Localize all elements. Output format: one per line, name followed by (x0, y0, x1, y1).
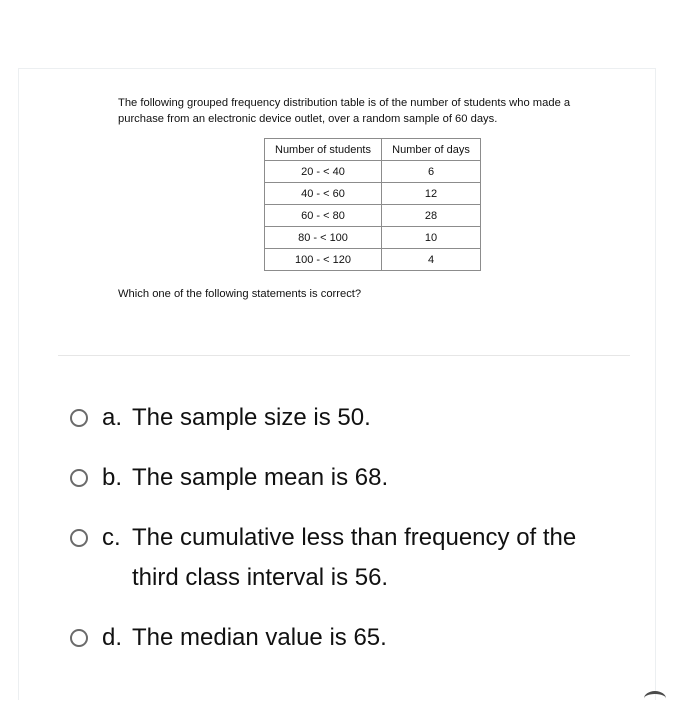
table-cell-class: 100 - < 120 (265, 249, 382, 271)
option-text: The sample mean is 68. (132, 464, 389, 491)
table-row (265, 227, 481, 249)
table-cell-class: 20 - < 40 (265, 161, 382, 183)
section-divider (58, 355, 630, 356)
table-row (265, 161, 481, 183)
option-text: The median value is 65. (132, 624, 387, 651)
option-letter: d. (102, 624, 123, 651)
table-cell-class: 80 - < 100 (265, 227, 382, 249)
table-row (265, 249, 481, 271)
radio-button-c[interactable] (70, 529, 88, 547)
table-cell-frequency: 6 (382, 161, 481, 183)
table-cell-frequency: 10 (382, 227, 481, 249)
table-header-days: Number of days (382, 139, 481, 161)
option-b[interactable] (70, 458, 602, 498)
table-cell-frequency: 4 (382, 249, 481, 271)
option-text: The sample size is 50. (132, 404, 371, 431)
frequency-table (264, 138, 481, 271)
radio-button-d[interactable] (70, 629, 88, 647)
question-prompt: Which one of the following statements is correct? (118, 288, 362, 300)
card-border-left (18, 68, 19, 700)
table-cell-frequency: 28 (382, 205, 481, 227)
card-border-right (655, 68, 656, 700)
table-row (265, 205, 481, 227)
scroll-indicator-icon (644, 691, 666, 706)
option-letter: b. (102, 464, 123, 491)
option-letter: c. (102, 524, 121, 551)
question-intro: The following grouped frequency distribution table is of the number of students who made a purchase from an electronic device outlet, over a random sample of 60 days. (118, 97, 571, 125)
table-cell-class: 40 - < 60 (265, 183, 382, 205)
option-letter: a. (102, 404, 123, 431)
table-cell-frequency: 12 (382, 183, 481, 205)
option-d[interactable] (70, 618, 602, 658)
table-header-students: Number of students (265, 139, 382, 161)
option-text: The cumulative less than frequency of the third class interval is 56. (132, 524, 577, 591)
option-c[interactable] (70, 518, 602, 598)
option-a[interactable] (70, 398, 602, 438)
table-header-row (265, 139, 481, 161)
table-row (265, 183, 481, 205)
radio-button-a[interactable] (70, 409, 88, 427)
table-cell-class: 60 - < 80 (265, 205, 382, 227)
radio-button-b[interactable] (70, 469, 88, 487)
card-border-top (18, 68, 656, 69)
